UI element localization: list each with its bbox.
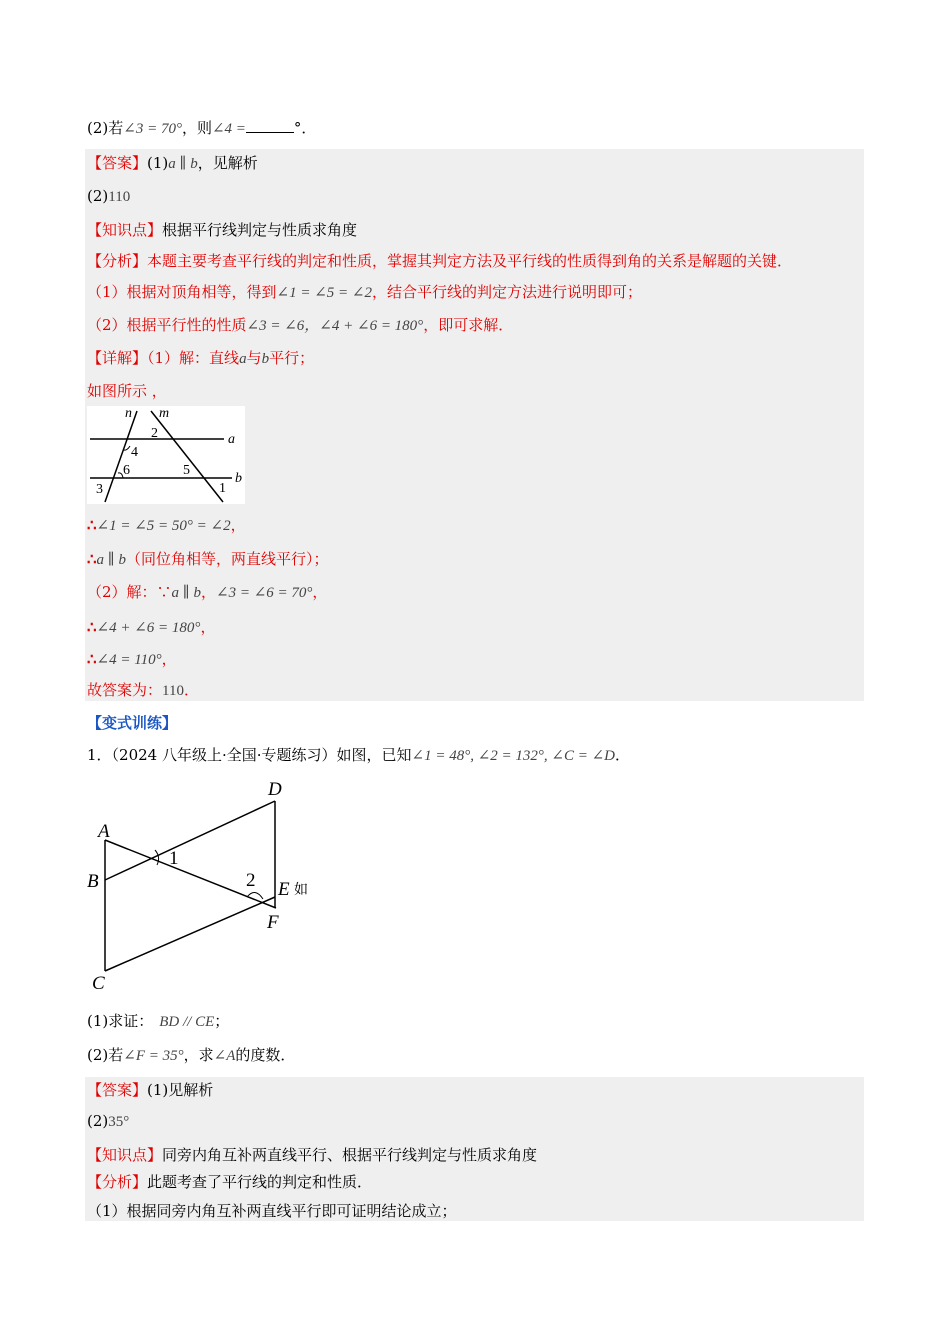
- label-a: a: [228, 432, 235, 447]
- label-5: 5: [183, 463, 190, 478]
- answer-line-2: (2)110: [87, 187, 131, 205]
- step-6: 故答案为：110．: [87, 681, 199, 699]
- step-1: ∴∠1 = ∠5 = 50° = ∠2，: [87, 516, 246, 534]
- answer-blank[interactable]: [246, 118, 294, 133]
- geometry-figure: [85, 775, 315, 997]
- step-5: ∴∠4 = 110°，: [87, 650, 177, 668]
- label-C: C: [92, 973, 105, 994]
- label-6: 6: [123, 463, 130, 478]
- label-E: E: [278, 879, 290, 900]
- question-2: (2)若∠3 = 70°，则∠4 = °．: [87, 119, 317, 137]
- knowledge-point-b: 【知识点】同旁内角互补两直线平行、根据平行线判定与性质求角度: [87, 1146, 538, 1164]
- step-3: （2）解：∵a ∥ b，∠3 = ∠6 = 70°，: [87, 583, 328, 601]
- label-n: n: [125, 406, 132, 421]
- variant-training-heading: 【变式训练】: [87, 714, 178, 732]
- analysis-b-step-1: （1）根据同旁内角互补两直线平行即可证明结论成立；: [87, 1202, 457, 1220]
- problem-1-q2: (2)若∠F = 35°，求∠A的度数．: [87, 1046, 296, 1064]
- figure-caption: 如图所示 ，: [87, 382, 167, 400]
- parallel-lines-figure: [87, 406, 245, 504]
- label-b: b: [235, 471, 242, 486]
- label-A: A: [98, 821, 110, 842]
- knowledge-point: 【知识点】根据平行线判定与性质求角度: [87, 221, 358, 239]
- label-4: 4: [131, 445, 138, 460]
- math-expression: ∠3 = 70°: [123, 121, 182, 137]
- label-3: 3: [96, 482, 103, 497]
- math-expression: ∠4 =: [211, 121, 246, 137]
- label-2: 2: [246, 870, 256, 891]
- analysis-b: 【分析】此题考查了平行线的判定和性质．: [87, 1173, 373, 1191]
- angle-arc-1: [155, 850, 159, 865]
- label-D: D: [268, 779, 282, 800]
- analysis-step-2: （2）根据平行性的性质∠3 = ∠6，∠4 + ∠6 = 180°，即可求解．: [87, 316, 514, 334]
- answer-line: 【答案】(1)a ∥ b，见解析: [87, 154, 258, 172]
- step-2: ∴a ∥ b（同位角相等，两直线平行）；: [87, 550, 329, 568]
- label-1: 1: [169, 848, 179, 869]
- label-m: m: [159, 406, 170, 421]
- label-F: F: [267, 912, 279, 933]
- label-2: 2: [151, 426, 158, 441]
- step-4: ∴∠4 + ∠6 = 180°，: [87, 618, 216, 636]
- detail-line: 【详解】（1）解：直线a与b平行；: [87, 349, 315, 367]
- analysis-step-1: （1）根据对顶角相等，得到∠1 = ∠5 = ∠2，结合平行线的判定方法进行说明即可；: [87, 283, 643, 301]
- analysis: 【分析】本题主要考查平行线的判定和性质，掌握其判定方法及平行线的性质得到角的关系是解题的关键．: [87, 252, 793, 270]
- problem-1: 1．（2024 八年级上·全国·专题练习）如图，已知∠1 = 48°, ∠2 = 132°, ∠C = ∠D．: [87, 746, 631, 764]
- label-extra: 如: [294, 883, 308, 898]
- segment-BD: [105, 801, 275, 880]
- label-B: B: [87, 871, 99, 892]
- answer-line-b2: (2)35°: [87, 1112, 130, 1130]
- segment-CE: [105, 897, 275, 971]
- answer-line-b: 【答案】(1)见解析: [87, 1081, 214, 1099]
- problem-1-q1: (1)求证： BD // CE；: [87, 1012, 230, 1030]
- label-1: 1: [219, 481, 226, 496]
